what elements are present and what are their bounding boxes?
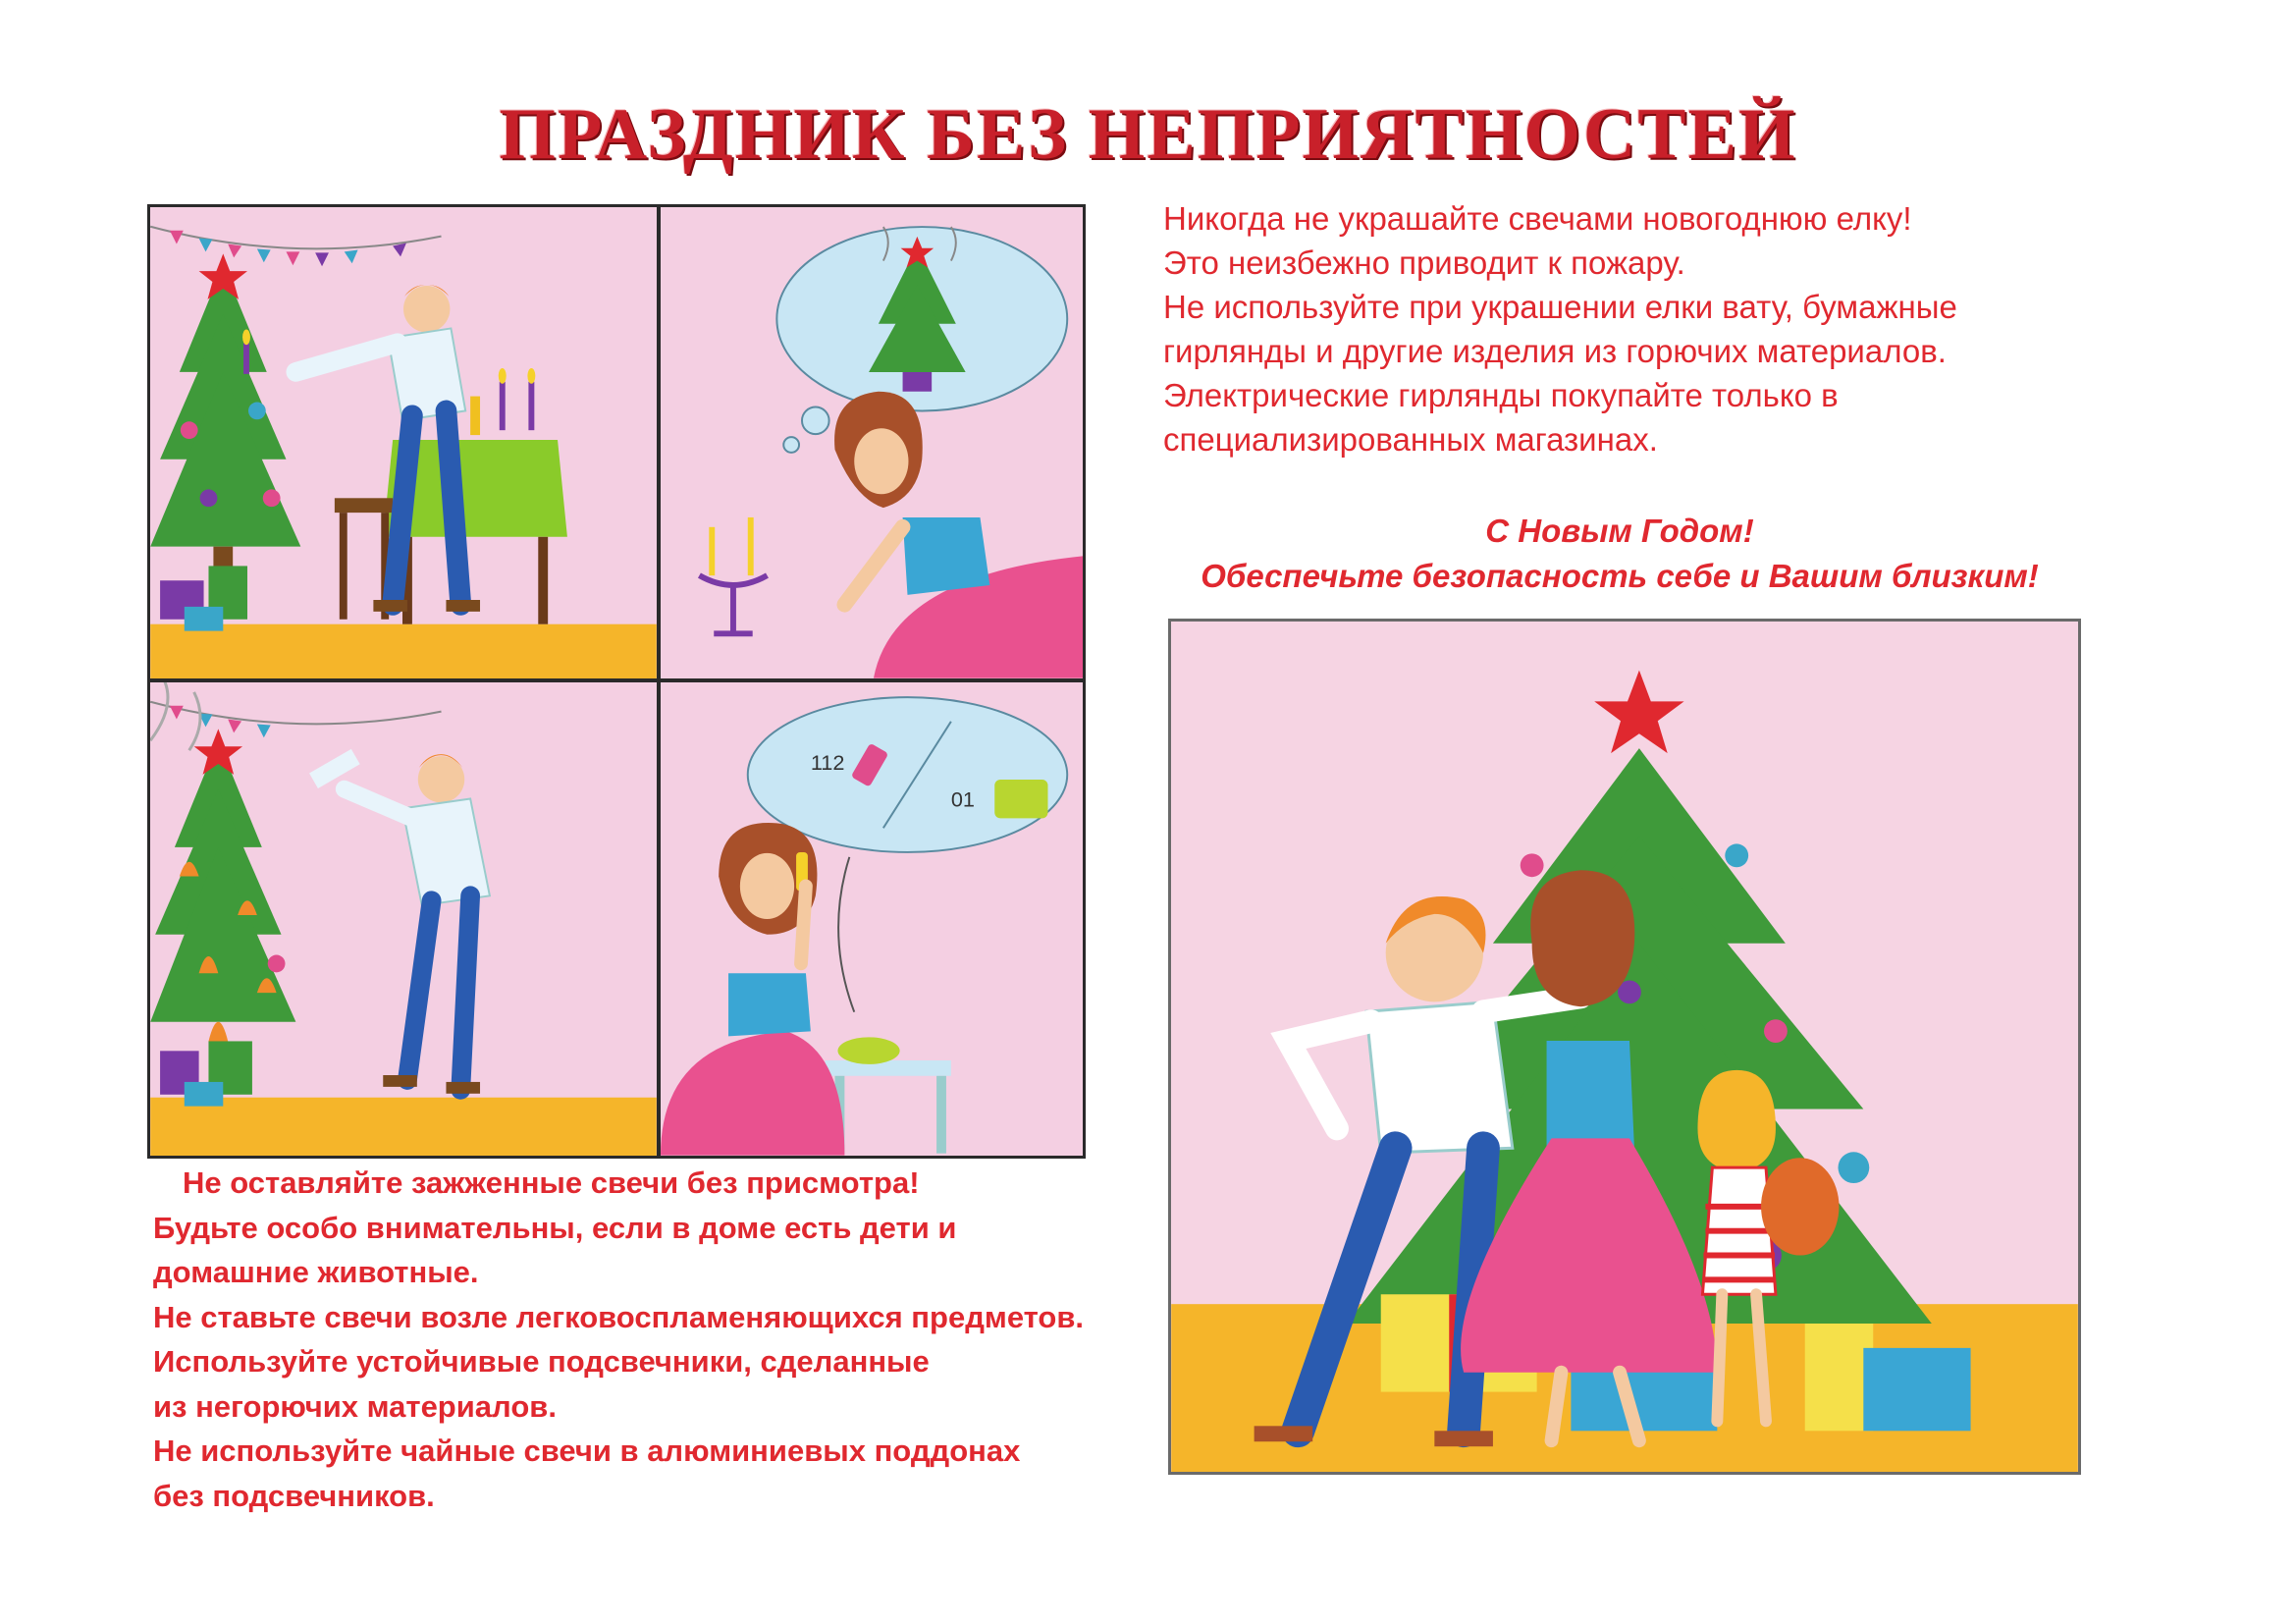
comic-panel-1 <box>147 204 660 681</box>
text-line: специализированных магазинах. <box>1163 421 1658 458</box>
tree-on-fire-illustration <box>150 682 657 1156</box>
comic-panel-2 <box>658 204 1086 681</box>
text-line: Не используйте чайные свечи в алюминиевых поддонах <box>153 1434 1021 1468</box>
text-line: домашние животные. <box>153 1255 479 1289</box>
comic-panel-3 <box>147 679 660 1159</box>
text-line: Это неизбежно приводит к пожару. <box>1163 244 1685 281</box>
text-line: без подсвечников. <box>153 1478 435 1513</box>
text-line: Используйте устойчивые подсвечники, сделанные <box>153 1344 930 1379</box>
tree-safety-text <box>1163 196 2145 461</box>
comic-strip <box>147 204 1086 1159</box>
woman-calling-emergency-illustration <box>661 682 1083 1156</box>
family-by-tree-picture <box>1171 622 2078 1472</box>
phone-number-112: 112 <box>810 750 845 776</box>
text-line: гирлянды и другие изделия из горючих материалов. <box>1163 333 1947 369</box>
text-lead: Не оставляйте зажженные свечи без присмотра! <box>183 1165 920 1200</box>
family-tree-illustration <box>1168 619 2081 1475</box>
woman-lighting-candles-illustration <box>661 207 1083 678</box>
comic-panel-4 <box>658 679 1086 1159</box>
new-year-greeting <box>1163 509 2076 599</box>
text-line: Никогда не украшайте свечами новогоднюю елку! <box>1163 200 1912 237</box>
text-line: Электрические гирлянды покупайте только в <box>1163 377 1839 413</box>
greeting-line-1: С Новым Годом! <box>1485 513 1754 549</box>
man-decorating-tree-illustration <box>150 207 657 678</box>
phone-number-01: 01 <box>950 786 975 812</box>
poster-title: ПРАЗДНИК БЕЗ НЕПРИЯТНОСТЕЙ <box>499 94 1797 175</box>
text-line: из негорючих материалов. <box>153 1388 557 1424</box>
greeting-line-2: Обеспечьте безопасность себе и Вашим близким! <box>1201 558 2039 594</box>
text-line: Будьте особо внимательны, если в доме есть дети и <box>153 1210 957 1245</box>
text-line: Не ставьте свечи возле легковоспламеняющихся предметов. <box>153 1299 1085 1334</box>
text-line: Не используйте при украшении елки вату, бумажные <box>1163 289 1957 325</box>
candle-safety-text <box>153 1161 1174 1518</box>
